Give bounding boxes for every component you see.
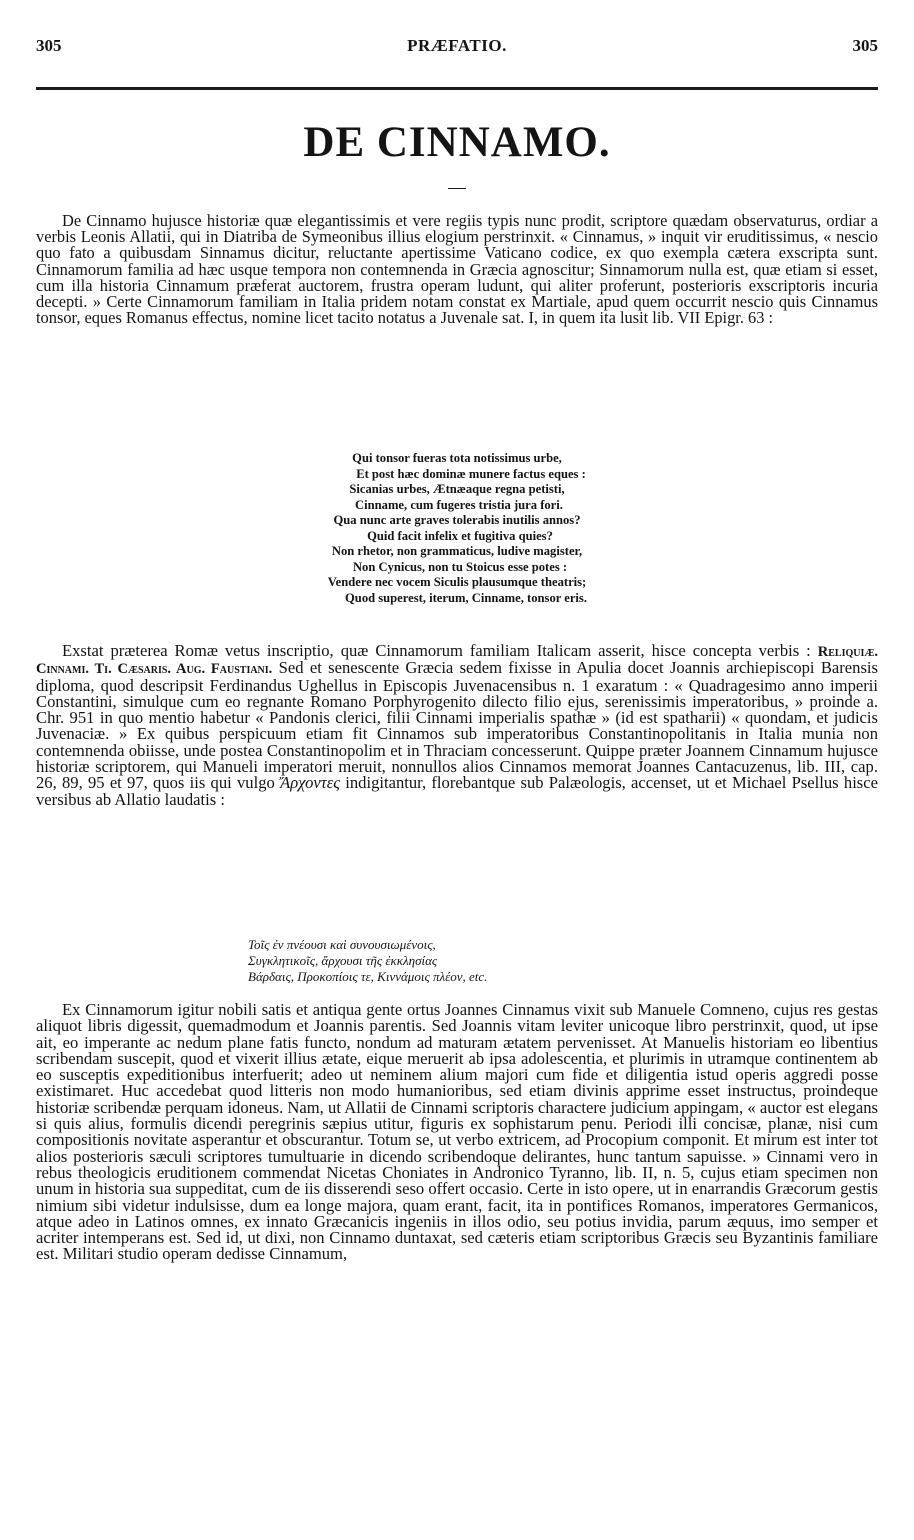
greek-verse-line: Τοῖς ἐν πνέουσι καὶ συνουσιωμένοις, — [248, 937, 436, 952]
verse-line: Sicanias urbes, Ætnæaque regna petisti, — [349, 482, 565, 496]
paragraph-3-block — [36, 1002, 878, 1263]
paragraph-1-block — [36, 213, 878, 326]
verse-line: Qui tonsor fueras tota notissimus urbe, — [352, 451, 562, 465]
title-ornament-dash — [448, 188, 466, 189]
paragraph-2 — [36, 643, 878, 808]
running-head — [36, 36, 878, 58]
paragraph-2-block — [36, 643, 878, 808]
greek-verse-line: Συγκλητικοῖς, ἄρχουσι τῆς ἐκκλησίας — [248, 953, 438, 968]
latin-verse — [0, 451, 914, 606]
paragraph-2-text-cont: Sed et senescente Græcia sedem fixisse in Apulia docet Joannis archiepiscopi Barensis diploma, quod descripsit Ferdinandus Ughellus in Episcopis Juvenacensibus n. 1 exaratum : « Quadragesimo anno imperii Constantini, simulque cum eo regnante Romano Porphyrogenito dilecto filio ejus, serenissimis imperatoribus, » proinde a. Chr. 951 in quo mentio habetur « Pandonis clerici, filii Cinnami imperialis spathæ » (id est spatharii) « quondam, et judicis Juvenaciæ. » Ex quibus perspicuum etiam fit Cinnamos sub imperatoribus Constantinopolitanis in Italia munia non contemnenda obiisse, unde postea Constantinopolim et in Thraciam concesserunt. Quippe præter Joannem Cinnamum hujusce historiæ scriptorem, qui Manueli imperatori meruit, nonnullos alios Cinnamos memorat Joannes Cantacuzenus, lib. III, cap. 26, 89, 95 et 97, quos iis qui vulgo — [36, 658, 878, 793]
paragraph-3: Ex Cinnamorum igitur nobili satis et antiqua gente ortus Joannes Cinnamus vixit sub Manuele Comneno, cujus res gestas aliquot libris digessit, quemadmodum et Joannis parentis. Sed Joannis vitam leviter unicoque libro perstrinxit, quod, ut ipse ait, eo imperante ac nedum plane fatis functo, nondum ad maturam ætatem pervenisset. At Manuelis historiam eo libentius scribendam suscepit, quod et vixerit illius ætate, eique meruerit ab ipsa adolescentia, et plurimis in utramque continentem ab eo susceptis expeditionibus interfuerit; adeo ut neminem alium majori cum fide et diligentia istud operis aggredi posse existimaret. Huc accedebat quod litteris non modo humanioribus, sed etiam divinis apprime esset instructus, proindeque historiæ scribendæ perquam idoneus. Nam, ut Allatii de Cinnami scriptoris charactere judicium appingam, « auctor est elegans si quis alius, formulis dicendi peregrinis sæpius utitur, figuris ex sophistarum penu. Periodi illi concisæ, planæ, nisi cum compositionis novitate asperantur et obscurantur. Totum se, ut verbo extricem, ad Procopium componit. Et mirum est inter tot alios posterioris sæculi scriptores tumultuarie in dicendo scribendoque delirantes, hunc tantum sapuisse. » Cinnami vero in rebus theologicis eruditionem commendat Nicetas Choniates in Andronico Tyranno, lib. II, n. 5, cujus etiam specimen non unum in historia sua suppeditat, cum de iis disserendi seso offert occasio. Certe in isto opere, ut in enarrandis Græcorum gestis nimium sibi videtur indulsisse, dum ea longe majora, quam erant, facit, ita in pontifices Romanos, imperatores Germanicos, atque adeo in Latinos omnes, ex innato Græcanicis ingeniis in illos odio, seu potius invidia, parum æquus, imo semper et acriter intemperans est. Sed id, ut dixi, non Cinnamo duntaxat, sed cæteris etiam scriptoribus Græcis seu Byzantinis familiare est. Militari studio operam dedisse Cinnamum, — [36, 1000, 878, 1264]
paragraph-2-text: Exstat præterea Romæ vetus inscriptio, quæ Cinnamorum familiam Italicam asserit, hisce concepta verbis : — [62, 641, 811, 660]
verse-line: Vendere nec vocem Siculis plausumque theatris; — [327, 575, 587, 589]
greek-term: Ἄρχοντες — [280, 773, 340, 793]
chapter-title: DE CINNAMO. — [303, 119, 611, 166]
page-number-left: 305 — [36, 36, 62, 55]
verse-line: Quid facit infelix et fugitiva quies? — [367, 528, 553, 543]
page-number-right: 305 — [852, 36, 878, 55]
header-rule — [36, 87, 878, 90]
paragraph-1: De Cinnamo hujusce historiæ quæ elegantissimis et vere regiis typis nunc prodit, scriptore quædam observaturus, ordiar a verbis Leonis Allatii, qui in Diatriba de Symeonibus illius elogium perstrinxit. « Cinnamus, » inquit vir eruditissimus, « nescio quo fato a quibusdam Sinnamus dicitur, reluctante apertissime Vaticano codice, ex quo exempla cætera exscripta sunt. Cinnamorum familia ad hæc usque tempora non contemnenda in Græcia agnoscitur; Sinnamorum nulla est, quæ etiam si esset, cum illa historia Cinnamum præferat auctorem, frustra operam ludunt, qui aliter proferunt, posterioris exscriptoris incuria decepti. » Certe Cinnamorum familiam in Italia pridem notam constat ex Martiale, apud quem occurrit nescio quis Cinnamus tonsor, eques Romanus effectus, nomine licet tacito notatus a Juvenale sat. I, in quem ita lusit lib. VII Epigr. 63 : — [36, 211, 878, 328]
verse-line: Qua nunc arte graves tolerabis inutilis annos? — [333, 513, 581, 527]
verse-line: Et post hæc dominæ munere factus eques : — [356, 466, 586, 481]
verse-line: Non Cynicus, non tu Stoicus esse potes : — [352, 559, 568, 574]
greek-verse-line: Βάρδαις, Προκοπίοις τε, Κιννάμοις πλέον, etc. — [248, 969, 488, 984]
paragraph-2-closing: indigitantur, florebantque sub Palæologis, accenset, ut et Michael Psellus hisce versibus ab Allatio laudatis : — [36, 773, 878, 809]
inscription-text: Reliquiæ. Cinnami. Ti. Cæsaris. Aug. Faustiani. — [36, 644, 878, 678]
verse-line: Quod superest, iterum, Cinname, tonsor eris. — [345, 590, 587, 605]
verse-line: Cinname, cum fugeres tristia jura fori. — [355, 497, 563, 512]
running-title: PRÆFATIO. — [407, 36, 507, 55]
verse-line: Non rhetor, non grammaticus, ludive magister, — [331, 544, 583, 558]
greek-verse — [248, 937, 854, 985]
